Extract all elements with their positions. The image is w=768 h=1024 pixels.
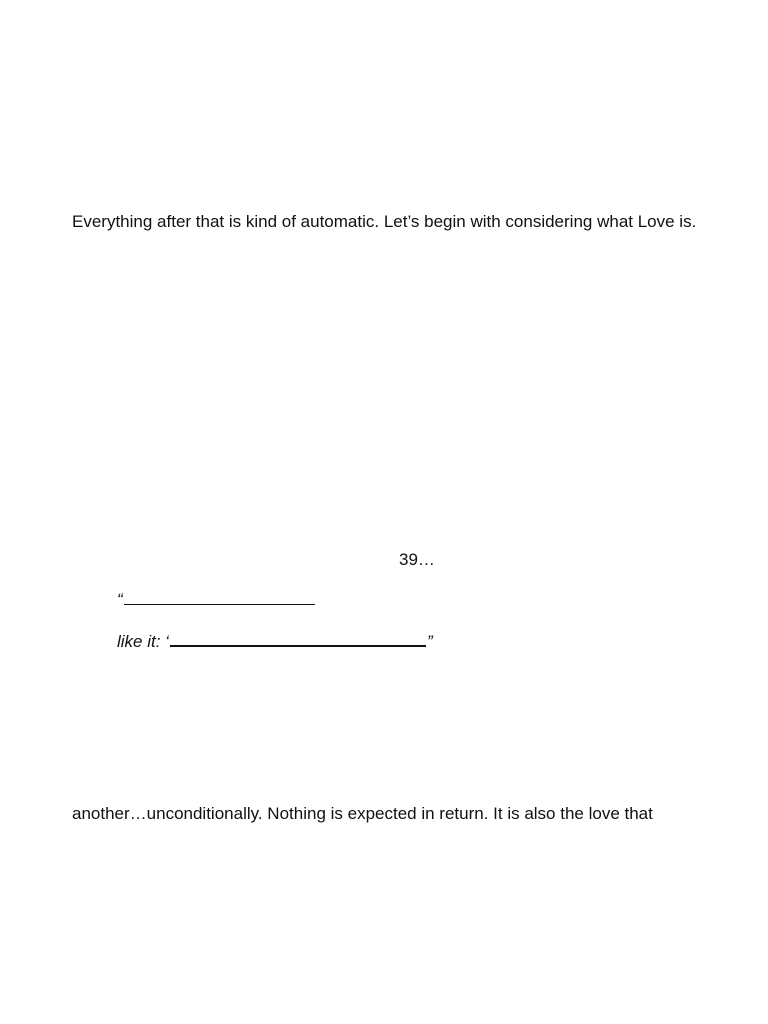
blank-prefix: like it: ‘ — [117, 632, 169, 651]
body-text-line: another…unconditionally. Nothing is expected in return. It is also the love that — [72, 804, 653, 823]
fill-in-blank-line — [117, 628, 433, 652]
body-text-line: Everything after that is kind of automatic. Let’s begin with considering what Love is. — [72, 212, 697, 231]
close-quote: ” — [426, 632, 433, 651]
blank-underline — [124, 589, 315, 605]
page-reference: 39… — [399, 550, 435, 569]
open-quote: “ — [117, 590, 123, 609]
blank-underline — [170, 628, 426, 647]
fill-in-blank-line — [117, 589, 315, 610]
